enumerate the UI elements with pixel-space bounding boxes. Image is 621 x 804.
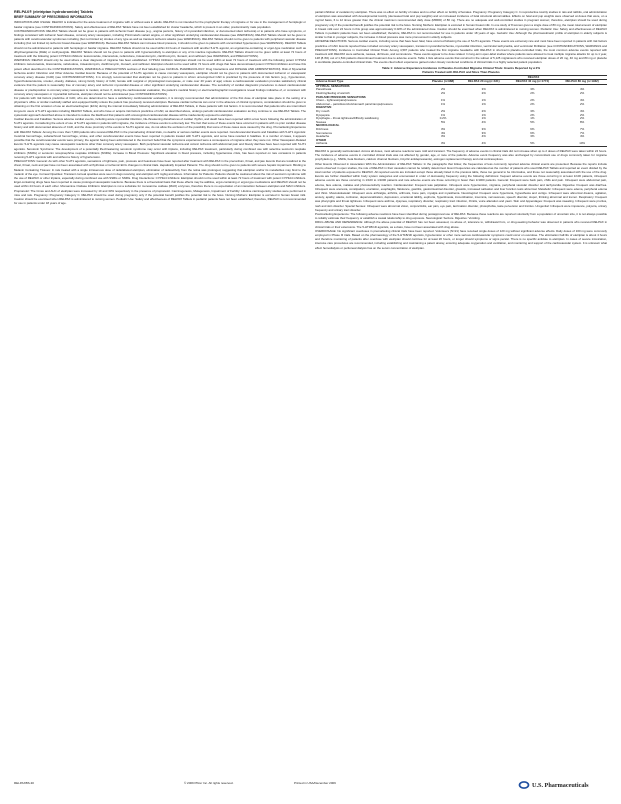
table-cell-value: 2%	[440, 87, 446, 92]
table-cell-value: 3%	[481, 130, 486, 135]
table-cell-value: 1%	[440, 101, 446, 106]
table-cell-value: 4%	[481, 119, 486, 124]
table-category-label: PAIN AND PRESSURE SENSATIONS	[316, 94, 366, 99]
table-cell-value: 1%	[530, 116, 535, 121]
paragraph-adverse-reactions: ADVERSE REACTIONS: Serious cardiac events, including some that have been fatal, have occurred following the use of 5-HT1 agonists. These events are extremely rare and most have been reported in patients with risk factors predictive of CAD. Events reported have included coronary artery vasospasm, transient myocardial ischemia, myocardial infarction, ventricular tachycardia, and ventricular fibrillation (see CONTRAINDICATIONS, WARNINGS and PRECAUTIONS). Incidence in Controlled Clinical Trials: Among 4,597 patients who treated the first migraine headache with RELPAX in short-term placebo-controlled trials, the most common adverse events reported with treatment with RELPAX were asthenia, nausea, dizziness, and somnolence. These events appear to be dose related. In long-term open-label studies where patients were allowed to treat multiple migraine attacks for up to 1 year, 128 (8.3%) out of 1,544 patients discontinued treatment due to adverse events. Table 1 lists adverse events that occurred in the subset of 5,125 migraineurs who received eletriptan doses of 20 mg, 40 mg and 80 mg or placebo in worldwide placebo-controlled clinical trials. The events cited reflect experience gained under closely monitored conditions of clinical trials in a highly selected patient population.	[315, 39, 607, 65]
table-cell-value: 6%	[530, 130, 535, 135]
table-category-label: ATYPICAL SENSATIONS	[316, 83, 350, 88]
table-body	[315, 84, 607, 146]
footer-copyright: © 2009 Pfizer Inc. All rights reserved.	[184, 781, 234, 785]
table-cell-value: 4%	[580, 98, 585, 103]
table-cell-event: Abdominal – pain/discomfort/stomach pain/cramps/pressure	[316, 101, 393, 106]
paragraph-postmarketing: Postmarketing Experience: The following adverse reactions have been identified during postapproval use of RELPAX. Because these reactions are reported voluntarily from a population of uncertain size, it is not always possible to reliably estimate their frequency or establish a causal relationship to drug exposure. Neurological: Seizure. Digestive: Vomiting.	[315, 211, 607, 221]
paragraph-cardiac-events: Cardiac Events and Fatalities: Serious adverse cardiac events, including acute myocardial infarction, life-threatening disturbances of cardiac rhythm, and death have been reported within a few hours following the administration of 5-HT1 agonists. Considering the extent of use of 5-HT1 agonists in patients with migraine, the incidence of these events is extremely low. The fact that some of these events have occurred in patients with no prior cardiac disease history and with documented absence of CAD, and the close proximity of the events to 5-HT1 agonist use, do not allow the exclusion of the possibility that some of these cases were caused by the drug. Premarketing Experience with RELPAX Tablets: Among the more than 7,000 patients who received RELPAX in the premarketing clinical trials, no deaths or serious cardiac events were reported. Cerebrovascular Events and Fatalities with 5-HT1 Agonists: Cerebral hemorrhage, subarachnoid hemorrhage, stroke, and other cerebrovascular events have been reported in patients treated with 5-HT1 agonists, and some have resulted in fatalities. In a number of cases, it appears possible that the cerebrovascular events were primary, the agonist having been administered in the incorrect belief that the symptoms experienced were a consequence of migraine when they were not. Other Vasospasm-Related Events: 5-HT1 agonists may cause vasospastic reactions other than coronary artery vasospasm. Both peripheral vascular ischemia and colonic ischemia with abdominal pain and bloody diarrhea have been reported with 5-HT1 agonists. Serotonin Syndrome: The development of a potentially life-threatening serotonin syndrome may occur with triptans, including RELPAX treatment, particularly during combined use with selective serotonin reuptake inhibitors (SSRIs) or serotonin norepinephrine reuptake inhibitors (SNRIs). Increase in Blood Pressure: Significant elevation in blood pressure, including hypertensive crisis, has been reported on rare occasions in patients receiving 5-HT1 agonists with and without a history of hypertension.	[14, 117, 306, 159]
table-cell-event: Paresthesia	[316, 87, 332, 92]
table-cell-value: 2%	[580, 101, 585, 106]
paragraph-warnings: WARNINGS: RELPAX should only be used where a clear diagnosis of migraine has been established. CYP3A4 Inhibitors: Eletriptan should not be used within at least 72 hours of treatment with the following potent CYP3A4 inhibitors: ketoconazole, itraconazole, nefazodone, troleandomycin, clarithromycin, ritonavir, and nelfinavir. Eletriptan should not be used within 72 hours with drugs that have demonstrated potent CYP3A4 inhibition and have this potent effect described in the CONTRAINDICATIONS, WARNINGS or PRECAUTIONS sections of their labeling (see CLINICAL PHARMACOLOGY: Drug Interactions and DOSAGE AND ADMINISTRATION). Risk of Myocardial Ischemia and/or Infarction and Other Adverse Cardiac Events: Because of the potential of 5-HT1 agonists to cause coronary vasospasm, eletriptan should not be given to patients with documented ischemic or vasospastic coronary artery disease (CAD) (see CONTRAINDICATIONS). It is strongly recommended that eletriptan not be given to patients in whom unrecognized CAD is predicted by the presence of risk factors (e.g., hypertension, hypercholesterolemia, smoker, obesity, diabetes, strong family history of CAD, female with surgical or physiological menopause, or male over 40 years of age) unless a cardiovascular evaluation provides satisfactory clinical evidence that the patient is reasonably free of coronary artery and ischemic myocardial disease or other significant underlying cardiovascular disease. The sensitivity of cardiac diagnostic procedures to detect cardiovascular disease or predisposition to coronary artery vasospasm is modest, at best. If, during the cardiovascular evaluation, the patient's medical history or electrocardiographic investigations reveal findings indicative of, or consistent with coronary artery vasospasm or myocardial ischemia, eletriptan should not be administered (see CONTRAINDICATIONS).	[14, 58, 306, 96]
document-title: RELPAX® (eletriptan hydrobromide) Tablets	[14, 10, 94, 14]
paragraph-precautions: PRECAUTIONS: General: As with other 5-HT1 agonists, sensations of tightness, pain, pressure and heaviness have been reported after treatment with RELPAX in the precordium, throat, and jaw. Events that are localized to the chest, throat, neck and jaw have not been associated with arrhythmias or ischemic ECG changes in clinical trials. Hepatically Impaired Patients: The drug should not be given to patients with severe hepatic impairment. Binding to Melanin Containing Tissues: In rats treated with a single intravenous dose of radiolabeled eletriptan, elimination of radioactivity from the retina was prolonged, suggesting that eletriptan and/or its metabolites may bind to the melanin of the eye. Corneal Opacities: Transient corneal opacities were seen in dogs receiving oral eletriptan at 5 mg/kg and above. Information for Patients: Patients should be cautioned about the risk of serotonin syndrome with the use of RELPAX or other triptans, especially during combined use with SSRIs or SNRIs. Drug Interactions: CYP3A4 Inhibitors: Eletriptan should not be used within at least 72 hours of treatment with potent CYP3A4 inhibitors. Ergot-containing drugs have been reported to cause prolonged vasospastic reactions. Because there is a theoretical basis that these effects may be additive, ergot-containing or ergot-type medications and RELPAX should not be used within 24 hours of each other. Monoamine Oxidase Inhibitors: Eletriptan is not a substrate for monoamine oxidase (MAO) enzymes, therefore there is no expectation of an interaction between eletriptan and MAO inhibitors. Propranolol: The Cmax and AUC of eletriptan were increased by 10 and 33% respectively in the presence of propranolol. Carcinogenesis, Mutagenesis, Impairment of Fertility: Lifetime carcinogenicity studies were performed in mice and rats. Pregnancy: Pregnancy Category C. RELPAX should be used during pregnancy only if the potential benefit justifies the potential risk to the fetus. Nursing Mothers: Eletriptan is excreted in human breast milk. Caution should be exercised when RELPAX is administered to nursing women. Pediatric Use: Safety and effectiveness of RELPAX Tablets in pediatric patients have not been established; therefore, RELPAX is not recommended for use in patients under 18 years of age.	[14, 159, 306, 206]
paragraph-other-events: Other Events Observed in Association With the Administration of RELPAX Tablets: In the paragraphs that follow, the frequencies of less commonly reported adverse clinical events are presented. Because the reports include events observed in open studies, the role of RELPAX in their causation cannot be reliably determined. Event frequencies are calculated as the number of patients who used RELPAX Tablets and reported an event divided by the total number of patients exposed to RELPAX. All reported events are included except those already listed in the previous table, those too general to be informative, and those not reasonably associated with the use of the drug. Events are further classified within body system categories and enumerated in order of decreasing frequency using the following definitions: frequent adverse events are those occurring in at least 1/100 patients, infrequent adverse events are those occurring in 1/100 to 1/1000 patients and rare adverse events are those occurring in fewer than 1/1000 patients. General: Frequent were back pain, chills and pain. Infrequent were abdominal pain, edema, face edema, malaise and photosensitivity reaction. Cardiovascular: Frequent was palpitation. Infrequent were hypertension, migraine, peripheral vascular disorder and tachycardia. Digestive: Frequent was diarrhea. Infrequent were anorexia, constipation, eructation, esophagitis, flatulence, gastritis, gastrointestinal disorder, glossitis, increased salivation and liver function tests abnormal. Metabolic: Infrequent were edema, peripheral edema and thirst. Musculoskeletal: Infrequent were arthralgia, arthritis, arthrosis, bone pain, myalgia and myasthenia. Neurological: Frequent were hypertonia, hypesthesia and vertigo. Infrequent were abnormal dreams, agitation, anxiety, apathy, ataxia, confusion, depersonalization, depression, emotional lability, euphoria, hyperkinesia, incoordination, insomnia, nervousness, speech disorder, stupor, thinking abnormal and tremor. Respiratory: Frequent was pharyngitis and throat tightness. Infrequent were asthma, dyspnea, respiratory disorder, respiratory tract infection, rhinitis, voice alteration and yawn. Skin and Appendages: Frequent was sweating. Infrequent were pruritus, rash and skin disorder. Special Senses: Infrequent were abnormal vision, conjunctivitis, ear pain, eye pain, lacrimation disorder, photophobia, taste perversion and tinnitus. Urogenital: Infrequent were impotence, polyuria, urinary frequency and urinary tract disorder.	[315, 161, 607, 212]
table-cell-value: 5%	[530, 119, 535, 124]
table-cell-value: 2%	[481, 91, 486, 96]
table-cell-value: 4%	[460, 142, 507, 146]
left-column	[14, 10, 306, 205]
table-title-line-2: Patients Treated with RELPAX and More Than Placebo	[422, 69, 500, 74]
table-cell-value: 3%	[440, 126, 446, 131]
table-group-header: RELPAX	[460, 75, 607, 80]
table-cell-value: 4%	[580, 87, 585, 92]
paragraph-drug-abuse: DRUG ABUSE AND DEPENDENCE: Although the abuse potential of RELPAX has not been assessed, no abuse of, tolerance to, withdrawal from, or drug-seeking behavior was observed in patients who received RELPAX in clinical trials or their extensions. The 5-HT1B/1D agonists, as a class, have not been associated with drug abuse.	[315, 220, 607, 229]
table-cell-event: Dyspepsia	[316, 112, 330, 117]
table-cell-value: 2%	[580, 116, 585, 121]
table-cell-value: 8%	[580, 119, 585, 124]
table-cell-value: 3%	[481, 126, 486, 131]
paragraph-pregnancy: partial inhibition of ovulation by eletriptan. There was no effect on fertility of males and no other effect on fertility of females. Pregnancy: Pregnancy Category C. In reproductive toxicity studies in rats and rabbits, oral administration of eletriptan was associated with developmental toxicity (decreased fetal and pup weights) and an increased incidence of fetal structural abnormalities. Effects on fetal and pup weights were observed at doses that were, on a mg/m2 basis, 6 to 12 times greater than the clinical maximum recommended daily dose (MRDD) of 80 mg. There are no adequate and well-controlled studies in pregnant women; therefore, eletriptan should be used during pregnancy only if the potential benefit justifies the potential risk to the fetus. Nursing Mothers: Eletriptan is excreted in human breast milk. In one study of 8 women given a single dose of 80 mg, the mean total amount of eletriptan in breast milk over 24 hours in this group was approximately 0.02% of the administered dose. Caution should be exercised when RELPAX is administered to nursing women. Pediatric Use: Safety and effectiveness of RELPAX Tablets in pediatric patients have not been established; therefore, RELPAX is not recommended for use in patients under 18 years of age. Geriatric Use: Although the pharmacokinetic profile of eletriptan in elderly subjects is similar to that in younger subjects, the increase in blood pressure was more pronounced in elderly subjects.	[315, 10, 607, 40]
table-cell-value: 1%	[481, 101, 486, 106]
table-cell-value: 7%	[580, 126, 585, 131]
table-cell-event: Dizziness	[316, 126, 329, 131]
table-column-header: RELPAX 40 mg (n=1774)	[508, 80, 558, 85]
table-cell-value: 3%	[481, 87, 486, 92]
table-cell-event: Dry mouth	[316, 108, 330, 113]
paragraph-indications: INDICATIONS AND USAGE: RELPAX is indicated for the acute treatment of migraine with or without aura in adults. RELPAX is not intended for the prophylactic therapy of migraine or for use in the management of hemiplegic or basilar migraine (see CONTRAINDICATIONS). Safety and effectiveness of RELPAX Tablets have not been established for cluster headache, which is present in an older, predominantly male population.	[14, 20, 306, 29]
table-title	[315, 66, 607, 74]
table-column-header: Adverse Event Type	[315, 80, 426, 85]
table-cell-value: 2%	[530, 98, 535, 103]
table-category-label: DIGESTIVE	[316, 105, 332, 110]
table-cell-value: 3%	[530, 108, 535, 113]
table-cell-value: 4%	[580, 134, 585, 139]
table-category-label: NEUROLOGICAL	[316, 123, 340, 128]
table-title-line-1: Table 1: Adverse Experience Incidence in Placebo-Controlled Migraine Clinical Trials: Events Reported by ≥ 2%	[381, 65, 541, 70]
table-cell-value: 5%	[508, 142, 558, 146]
table-cell-value: 2%	[530, 101, 535, 106]
table-cell-value: 3%	[426, 142, 460, 146]
adverse-events-table	[315, 75, 607, 147]
paragraph-contraindications: CONTRAINDICATIONS: RELPAX Tablets should not be given to patients with ischemic heart disease (e.g., angina pectoris, history of myocardial infarction, or documented silent ischemia) or to patients who have symptoms, or findings consistent with ischemic heart disease, coronary artery vasospasm, including Prinzmetal's variant angina, or other significant underlying cardiovascular disease (see WARNINGS). RELPAX Tablets should not be given to patients with cerebrovascular syndromes including (but not limited to) strokes of any type as well as transient ischemic attacks (see WARNINGS). RELPAX Tablets should not be given to patients with peripheral vascular disease including (but not limited to) ischemic bowel disease (see WARNINGS). Because RELPAX Tablets can increase blood pressure, it should not be given to patients with uncontrolled hypertension (see WARNINGS). RELPAX Tablets should not be administered to patients with hemiplegic or basilar migraine. RELPAX Tablets should not be used within 24 hours of treatment with another 5-HT1 agonist, an ergotamine-containing or ergot-type medication such as dihydroergotamine (DHE) or methysergide. RELPAX Tablets should not be given to patients with hypersensitivity to eletriptan or any of its inactive ingredients. RELPAX Tablets should not be given within at least 72 hours of treatment with the following potent CYP3A4 inhibitors: ketoconazole, itraconazole, nefazodone, troleandomycin, clarithromycin, ritonavir, and nelfinavir (see WARNINGS, and PRECAUTIONS).	[14, 28, 306, 59]
table-cell-value: 2%	[580, 91, 585, 96]
table-cell-value: 2%	[530, 112, 535, 117]
table-cell-event: Somnolence	[316, 130, 333, 135]
table-cell-event: Dysphagia – throat tightness/difficulty swallowing	[316, 116, 379, 121]
table-cell-value: 7%	[580, 130, 585, 135]
table-cell-value: 1%	[481, 116, 486, 121]
table-cell-value: 2%	[440, 108, 446, 113]
table-cell-value: 1%	[481, 98, 486, 103]
table-column-header: RELPAX 20 mg (n=431)	[460, 80, 507, 85]
table-cell-event: Nausea	[316, 119, 326, 124]
table-cell-value: 4%	[580, 108, 585, 113]
paragraph-tolerability: RELPAX is generally well-tolerated. Across all doses, most adverse reactions were mild and transient. The frequency of adverse events in clinical trials did not increase when up to 2 doses of RELPAX were taken within 24 hours. The incidence of adverse events in controlled clinical trials was not affected by gender, age, or race of the patients. Adverse event frequency was also unchanged by concomitant use of drugs commonly taken for migraine prophylaxis (e.g., SSRIs, beta blockers, calcium channel blockers, tricyclic antidepressants), estrogen replacement therapy and oral contraceptives.	[315, 148, 607, 162]
document-subtitle: BRIEF SUMMARY OF PRESCRIBING INFORMATION	[14, 15, 93, 19]
table-cell-value: 2%	[530, 91, 535, 96]
table-cell-value: 2%	[580, 112, 585, 117]
table-cell-event: Headache	[316, 134, 330, 139]
table-cell-event: Flushing/feeling of warmth	[316, 91, 350, 96]
table-cell-value: 2%	[440, 91, 446, 96]
table-cell-value: 1%	[440, 98, 446, 103]
table-cell-value: 4%	[440, 130, 446, 135]
footer-code: RELPAXBS-30	[14, 781, 34, 785]
right-column	[315, 10, 607, 250]
table-column-header: Placebo (n=988)	[426, 80, 460, 85]
table-cell-value: 1%	[440, 112, 446, 117]
paragraph-overdosage: OVERDOSAGE: No significant overdoses in premarketing clinical trials have been reported. Volunteers (N=21) have received single doses of 120 mg without significant adverse effects. Daily doses of 160 mg were commonly employed in Phase III trials. Based on the pharmacology of the 5-HT1B/1D agonists, hypertension or other more serious cardiovascular symptoms could occur on overdose. The elimination half-life of eletriptan is about 4 hours and therefore monitoring of patients after overdose with eletriptan should continue for at least 20 hours, or longer should symptoms or signs persist. There is no specific antidote to eletriptan. In cases of severe intoxication, intensive care procedures are recommended, including establishing and maintaining a patent airway, ensuring adequate oxygenation and ventilation, and monitoring and support of the cardiovascular system. It is unknown what effect hemodialysis or peritoneal dialysis has on the serum concentration of eletriptan.	[315, 228, 607, 250]
table-cell-value: 5%	[440, 119, 446, 124]
footer-printed: Printed in USA/December 2009	[294, 781, 336, 785]
table-cell-value: 6%	[530, 126, 535, 131]
pill-logo-icon	[518, 779, 530, 791]
table-category-label: OTHER	[316, 137, 327, 142]
table-cell-value: 3%	[530, 134, 535, 139]
table-cell-event: Chest – tightness/pain/pressure	[316, 98, 357, 103]
table-cell-value: 0.2%	[439, 116, 447, 121]
table-cell-event: Asthenia	[315, 142, 426, 146]
table-cell-value: 2%	[481, 108, 486, 113]
table-column-header: RELPAX 80 mg (n=1932)	[557, 80, 607, 85]
logo-text: U.S. Pharmaceuticals	[532, 781, 589, 789]
table-cell-value: 3%	[530, 87, 535, 92]
table-cell-value: 4%	[481, 134, 486, 139]
table-cell-value: 1%	[481, 112, 486, 117]
table-cell-value: 10%	[557, 142, 607, 146]
paragraph-cad-risk: For patients with risk factors predictive of CAD, who are determined to have a satisfactory cardiovascular evaluation, it is strongly recommended that administration of the first dose of eletriptan take place in the setting of a physician's office or similar medically staffed and equipped facility unless the patient has previously received eletriptan. Because cardiac ischemia can occur in the absence of clinical symptoms, consideration should be given to obtaining on the first occasion of use an electrocardiogram (ECG) during the interval immediately following administration of RELPAX Tablets, in these patients with risk factors. It is recommended that patients who are intermittent long-term users of 5-HT1 agonists including RELPAX Tablets, and who have or acquire risk factors predictive of CAD, as described above, undergo periodic cardiovascular evaluation as they continue to use RELPAX Tablets. The systematic approach described above is intended to reduce the likelihood that patients with unrecognized cardiovascular disease will be inadvertently exposed to eletriptan.	[14, 96, 306, 117]
table-row	[315, 142, 607, 146]
company-logo	[518, 778, 610, 792]
table-cell-value: 3%	[440, 134, 446, 139]
